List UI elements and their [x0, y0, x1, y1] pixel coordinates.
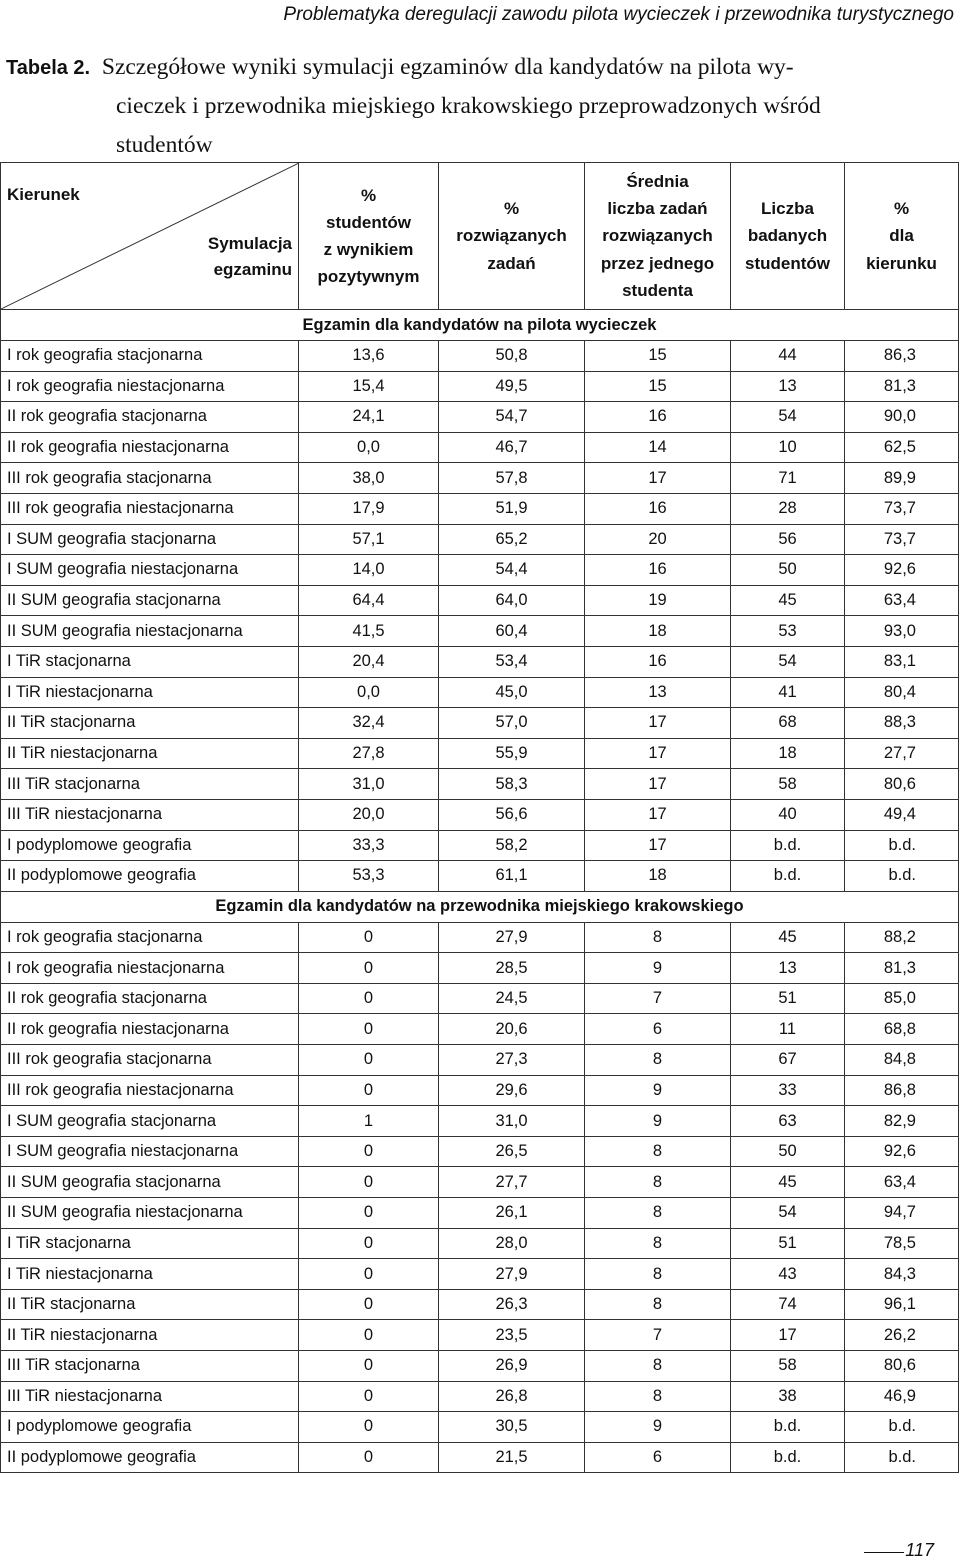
- cell-avg-tasks: 8: [585, 1259, 731, 1290]
- cell-pct-of-major: 63,4: [845, 1167, 959, 1198]
- cell-solved-pct: 53,4: [439, 646, 585, 677]
- cell-student-count: 71: [731, 463, 845, 494]
- table-row: [1, 1198, 959, 1229]
- cell-pass-rate: 0: [299, 922, 439, 953]
- cell-avg-tasks: 19: [585, 585, 731, 616]
- cell-avg-tasks: 17: [585, 769, 731, 800]
- cell-field-name: II TiR niestacjonarna: [1, 1320, 299, 1351]
- cell-avg-tasks: 9: [585, 1412, 731, 1443]
- table-row: [1, 953, 959, 984]
- cell-student-count: b.d.: [731, 1412, 845, 1443]
- table-row: [1, 1320, 959, 1351]
- cell-student-count: 18: [731, 738, 845, 769]
- table-row: [1, 1228, 959, 1259]
- table-row: [1, 646, 959, 677]
- table-header-row: [1, 163, 959, 310]
- cell-pct-of-major: 96,1: [845, 1289, 959, 1320]
- cell-student-count: 50: [731, 1136, 845, 1167]
- cell-pct-of-major: 92,6: [845, 555, 959, 586]
- caption-line-3: studentów: [116, 131, 213, 158]
- cell-pct-of-major: 68,8: [845, 1014, 959, 1045]
- table-caption: [6, 48, 956, 164]
- results-table: [0, 162, 959, 1473]
- cell-solved-pct: 45,0: [439, 677, 585, 708]
- cell-student-count: 33: [731, 1075, 845, 1106]
- header-col-avg-tasks: Średnia liczba zadań rozwiązanych przez jednego studenta: [585, 163, 731, 310]
- cell-pct-of-major: 88,2: [845, 922, 959, 953]
- cell-pass-rate: 0: [299, 1167, 439, 1198]
- table-row: [1, 341, 959, 372]
- cell-student-count: 13: [731, 371, 845, 402]
- cell-pct-of-major: 27,7: [845, 738, 959, 769]
- cell-field-name: II TiR niestacjonarna: [1, 738, 299, 769]
- table-row: [1, 1106, 959, 1137]
- header-diagonal-cell: [1, 163, 299, 310]
- table-row: [1, 1167, 959, 1198]
- cell-avg-tasks: 17: [585, 799, 731, 830]
- section-header-row: [1, 891, 959, 922]
- cell-pass-rate: 53,3: [299, 861, 439, 892]
- cell-avg-tasks: 16: [585, 555, 731, 586]
- cell-student-count: 74: [731, 1289, 845, 1320]
- cell-pass-rate: 0: [299, 1228, 439, 1259]
- cell-field-name: II SUM geografia stacjonarna: [1, 585, 299, 616]
- cell-pass-rate: 33,3: [299, 830, 439, 861]
- cell-avg-tasks: 18: [585, 861, 731, 892]
- cell-pass-rate: 0: [299, 983, 439, 1014]
- table-row: [1, 371, 959, 402]
- cell-field-name: III TiR niestacjonarna: [1, 799, 299, 830]
- cell-pass-rate: 20,4: [299, 646, 439, 677]
- cell-avg-tasks: 16: [585, 402, 731, 433]
- cell-pass-rate: 0: [299, 953, 439, 984]
- cell-student-count: 38: [731, 1381, 845, 1412]
- cell-field-name: I rok geografia niestacjonarna: [1, 371, 299, 402]
- cell-avg-tasks: 17: [585, 738, 731, 769]
- table-row: [1, 1075, 959, 1106]
- cell-pass-rate: 0: [299, 1442, 439, 1473]
- cell-field-name: II SUM geografia niestacjonarna: [1, 616, 299, 647]
- cell-field-name: III TiR stacjonarna: [1, 1351, 299, 1382]
- cell-solved-pct: 26,5: [439, 1136, 585, 1167]
- section-header-row: [1, 310, 959, 341]
- cell-pass-rate: 24,1: [299, 402, 439, 433]
- cell-pass-rate: 0,0: [299, 677, 439, 708]
- cell-pct-of-major: 92,6: [845, 1136, 959, 1167]
- table-row: [1, 616, 959, 647]
- cell-pct-of-major: 82,9: [845, 1106, 959, 1137]
- cell-avg-tasks: 9: [585, 953, 731, 984]
- table-row: [1, 983, 959, 1014]
- cell-solved-pct: 46,7: [439, 432, 585, 463]
- cell-pass-rate: 27,8: [299, 738, 439, 769]
- cell-solved-pct: 55,9: [439, 738, 585, 769]
- cell-avg-tasks: 15: [585, 341, 731, 372]
- cell-field-name: III rok geografia stacjonarna: [1, 1045, 299, 1076]
- table-row: [1, 1136, 959, 1167]
- cell-pass-rate: 0: [299, 1289, 439, 1320]
- cell-student-count: 58: [731, 1351, 845, 1382]
- table-row: [1, 708, 959, 739]
- cell-field-name: II SUM geografia stacjonarna: [1, 1167, 299, 1198]
- table-row: [1, 799, 959, 830]
- cell-pct-of-major: 88,3: [845, 708, 959, 739]
- cell-avg-tasks: 15: [585, 371, 731, 402]
- cell-pass-rate: 0: [299, 1045, 439, 1076]
- caption-line-1: Szczegółowe wyniki symulacji egzaminów dla kandydatów na pilota wy-: [101, 54, 794, 80]
- cell-avg-tasks: 17: [585, 708, 731, 739]
- cell-pass-rate: 57,1: [299, 524, 439, 555]
- cell-pct-of-major: 94,7: [845, 1198, 959, 1229]
- table-row: [1, 677, 959, 708]
- cell-field-name: I TiR stacjonarna: [1, 1228, 299, 1259]
- cell-pass-rate: 14,0: [299, 555, 439, 586]
- cell-field-name: II podyplomowe geografia: [1, 861, 299, 892]
- cell-solved-pct: 21,5: [439, 1442, 585, 1473]
- cell-avg-tasks: 8: [585, 922, 731, 953]
- cell-avg-tasks: 8: [585, 1289, 731, 1320]
- cell-student-count: 43: [731, 1259, 845, 1290]
- cell-solved-pct: 31,0: [439, 1106, 585, 1137]
- cell-pass-rate: 41,5: [299, 616, 439, 647]
- cell-solved-pct: 64,0: [439, 585, 585, 616]
- cell-student-count: 11: [731, 1014, 845, 1045]
- cell-avg-tasks: 20: [585, 524, 731, 555]
- cell-pct-of-major: 63,4: [845, 585, 959, 616]
- cell-pass-rate: 0: [299, 1198, 439, 1229]
- table-row: [1, 524, 959, 555]
- cell-pass-rate: 17,9: [299, 493, 439, 524]
- cell-field-name: II rok geografia stacjonarna: [1, 402, 299, 433]
- cell-pass-rate: 0: [299, 1136, 439, 1167]
- table-row: [1, 738, 959, 769]
- table-row: [1, 769, 959, 800]
- cell-pass-rate: 0: [299, 1259, 439, 1290]
- cell-pct-of-major: 73,7: [845, 524, 959, 555]
- page-number: 117: [905, 1540, 934, 1560]
- cell-pct-of-major: 83,1: [845, 646, 959, 677]
- cell-student-count: 40: [731, 799, 845, 830]
- cell-field-name: I SUM geografia niestacjonarna: [1, 555, 299, 586]
- cell-field-name: I TiR niestacjonarna: [1, 677, 299, 708]
- cell-field-name: II rok geografia niestacjonarna: [1, 1014, 299, 1045]
- cell-pct-of-major: 90,0: [845, 402, 959, 433]
- table-row: [1, 861, 959, 892]
- cell-solved-pct: 28,5: [439, 953, 585, 984]
- cell-pct-of-major: b.d.: [845, 1442, 959, 1473]
- cell-avg-tasks: 8: [585, 1351, 731, 1382]
- cell-solved-pct: 24,5: [439, 983, 585, 1014]
- cell-field-name: I TiR niestacjonarna: [1, 1259, 299, 1290]
- cell-student-count: b.d.: [731, 830, 845, 861]
- cell-pct-of-major: 86,3: [845, 341, 959, 372]
- cell-solved-pct: 54,4: [439, 555, 585, 586]
- cell-field-name: I rok geografia stacjonarna: [1, 922, 299, 953]
- cell-pct-of-major: 85,0: [845, 983, 959, 1014]
- table-row: [1, 1014, 959, 1045]
- cell-student-count: 45: [731, 585, 845, 616]
- header-col-pct-of-major: % dla kierunku: [845, 163, 959, 310]
- cell-solved-pct: 26,1: [439, 1198, 585, 1229]
- cell-avg-tasks: 6: [585, 1014, 731, 1045]
- cell-solved-pct: 26,3: [439, 1289, 585, 1320]
- cell-solved-pct: 51,9: [439, 493, 585, 524]
- cell-pct-of-major: b.d.: [845, 830, 959, 861]
- cell-pass-rate: 0,0: [299, 432, 439, 463]
- cell-field-name: II TiR stacjonarna: [1, 708, 299, 739]
- cell-pct-of-major: 93,0: [845, 616, 959, 647]
- cell-solved-pct: 57,0: [439, 708, 585, 739]
- cell-avg-tasks: 13: [585, 677, 731, 708]
- cell-solved-pct: 27,7: [439, 1167, 585, 1198]
- cell-pass-rate: 0: [299, 1320, 439, 1351]
- cell-solved-pct: 28,0: [439, 1228, 585, 1259]
- running-head: Problematyka deregulacji zawodu pilota wycieczek i przewodnika turystycznego: [283, 4, 954, 25]
- cell-avg-tasks: 16: [585, 646, 731, 677]
- table-row: [1, 555, 959, 586]
- cell-field-name: III rok geografia niestacjonarna: [1, 493, 299, 524]
- cell-field-name: II SUM geografia niestacjonarna: [1, 1198, 299, 1229]
- cell-student-count: 63: [731, 1106, 845, 1137]
- cell-pass-rate: 20,0: [299, 799, 439, 830]
- cell-student-count: 53: [731, 616, 845, 647]
- table-row: [1, 1381, 959, 1412]
- cell-pass-rate: 0: [299, 1351, 439, 1382]
- cell-solved-pct: 54,7: [439, 402, 585, 433]
- cell-solved-pct: 27,9: [439, 1259, 585, 1290]
- cell-pass-rate: 38,0: [299, 463, 439, 494]
- cell-pct-of-major: 46,9: [845, 1381, 959, 1412]
- cell-solved-pct: 26,9: [439, 1351, 585, 1382]
- cell-solved-pct: 60,4: [439, 616, 585, 647]
- footer-rule: [864, 1552, 904, 1553]
- cell-field-name: II rok geografia stacjonarna: [1, 983, 299, 1014]
- cell-student-count: 28: [731, 493, 845, 524]
- cell-avg-tasks: 8: [585, 1381, 731, 1412]
- cell-pct-of-major: 80,4: [845, 677, 959, 708]
- cell-student-count: b.d.: [731, 861, 845, 892]
- header-kierunek: Kierunek: [7, 185, 80, 204]
- cell-field-name: II rok geografia niestacjonarna: [1, 432, 299, 463]
- cell-student-count: 50: [731, 555, 845, 586]
- table-row: [1, 402, 959, 433]
- cell-student-count: 54: [731, 646, 845, 677]
- cell-solved-pct: 58,3: [439, 769, 585, 800]
- cell-field-name: I SUM geografia niestacjonarna: [1, 1136, 299, 1167]
- cell-solved-pct: 57,8: [439, 463, 585, 494]
- cell-avg-tasks: 14: [585, 432, 731, 463]
- cell-field-name: I SUM geografia stacjonarna: [1, 1106, 299, 1137]
- cell-pass-rate: 0: [299, 1381, 439, 1412]
- cell-avg-tasks: 9: [585, 1075, 731, 1106]
- cell-pct-of-major: 78,5: [845, 1228, 959, 1259]
- cell-solved-pct: 20,6: [439, 1014, 585, 1045]
- cell-student-count: 58: [731, 769, 845, 800]
- cell-student-count: 45: [731, 1167, 845, 1198]
- cell-pct-of-major: 73,7: [845, 493, 959, 524]
- cell-pass-rate: 0: [299, 1014, 439, 1045]
- cell-pass-rate: 13,6: [299, 341, 439, 372]
- cell-solved-pct: 58,2: [439, 830, 585, 861]
- table-row: [1, 1351, 959, 1382]
- cell-pct-of-major: 81,3: [845, 371, 959, 402]
- table-row: [1, 1259, 959, 1290]
- cell-solved-pct: 29,6: [439, 1075, 585, 1106]
- cell-avg-tasks: 9: [585, 1106, 731, 1137]
- caption-line-2: cieczek i przewodnika miejskiego krakowskiego przeprowadzonych wśród: [116, 92, 821, 119]
- cell-field-name: I podyplomowe geografia: [1, 1412, 299, 1443]
- cell-student-count: b.d.: [731, 1442, 845, 1473]
- cell-solved-pct: 50,8: [439, 341, 585, 372]
- cell-pass-rate: 31,0: [299, 769, 439, 800]
- cell-pct-of-major: 80,6: [845, 1351, 959, 1382]
- cell-student-count: 17: [731, 1320, 845, 1351]
- cell-pct-of-major: b.d.: [845, 861, 959, 892]
- cell-avg-tasks: 8: [585, 1228, 731, 1259]
- table-row: [1, 1289, 959, 1320]
- cell-student-count: 10: [731, 432, 845, 463]
- cell-pass-rate: 1: [299, 1106, 439, 1137]
- caption-label: Tabela 2.: [6, 57, 91, 79]
- header-col-student-count: Liczba badanych studentów: [731, 163, 845, 310]
- cell-student-count: 54: [731, 402, 845, 433]
- cell-field-name: I rok geografia stacjonarna: [1, 341, 299, 372]
- cell-pct-of-major: 49,4: [845, 799, 959, 830]
- cell-field-name: II podyplomowe geografia: [1, 1442, 299, 1473]
- cell-avg-tasks: 8: [585, 1045, 731, 1076]
- cell-avg-tasks: 7: [585, 983, 731, 1014]
- cell-student-count: 56: [731, 524, 845, 555]
- cell-student-count: 54: [731, 1198, 845, 1229]
- cell-pass-rate: 32,4: [299, 708, 439, 739]
- cell-avg-tasks: 18: [585, 616, 731, 647]
- cell-solved-pct: 23,5: [439, 1320, 585, 1351]
- table-row: [1, 830, 959, 861]
- cell-pct-of-major: 86,8: [845, 1075, 959, 1106]
- cell-solved-pct: 61,1: [439, 861, 585, 892]
- cell-student-count: 68: [731, 708, 845, 739]
- cell-pct-of-major: 81,3: [845, 953, 959, 984]
- cell-field-name: I TiR stacjonarna: [1, 646, 299, 677]
- section-title: Egzamin dla kandydatów na przewodnika miejskiego krakowskiego: [1, 891, 959, 922]
- cell-pct-of-major: 26,2: [845, 1320, 959, 1351]
- header-col-solved-tasks: % rozwiązanych zadań: [439, 163, 585, 310]
- cell-pct-of-major: b.d.: [845, 1412, 959, 1443]
- table-row: [1, 1412, 959, 1443]
- cell-pass-rate: 15,4: [299, 371, 439, 402]
- cell-avg-tasks: 16: [585, 493, 731, 524]
- cell-field-name: II TiR stacjonarna: [1, 1289, 299, 1320]
- cell-avg-tasks: 6: [585, 1442, 731, 1473]
- cell-solved-pct: 56,6: [439, 799, 585, 830]
- cell-avg-tasks: 17: [585, 830, 731, 861]
- table-row: [1, 922, 959, 953]
- cell-field-name: III TiR stacjonarna: [1, 769, 299, 800]
- cell-avg-tasks: 8: [585, 1167, 731, 1198]
- cell-pass-rate: 0: [299, 1412, 439, 1443]
- header-symulacja: Symulacja egzaminu: [207, 234, 292, 280]
- table-row: [1, 1045, 959, 1076]
- table-row: [1, 585, 959, 616]
- cell-student-count: 51: [731, 1228, 845, 1259]
- cell-field-name: III rok geografia niestacjonarna: [1, 1075, 299, 1106]
- header-col-pass-rate: % studentów z wynikiem pozytywnym: [299, 163, 439, 310]
- cell-pct-of-major: 80,6: [845, 769, 959, 800]
- cell-avg-tasks: 8: [585, 1136, 731, 1167]
- cell-solved-pct: 49,5: [439, 371, 585, 402]
- cell-pct-of-major: 89,9: [845, 463, 959, 494]
- table-body: [1, 310, 959, 1473]
- table-row: [1, 1442, 959, 1473]
- cell-pct-of-major: 62,5: [845, 432, 959, 463]
- cell-field-name: I podyplomowe geografia: [1, 830, 299, 861]
- cell-solved-pct: 27,3: [439, 1045, 585, 1076]
- section-title: Egzamin dla kandydatów na pilota wycieczek: [1, 310, 959, 341]
- cell-solved-pct: 27,9: [439, 922, 585, 953]
- cell-field-name: III TiR niestacjonarna: [1, 1381, 299, 1412]
- cell-pass-rate: 64,4: [299, 585, 439, 616]
- cell-solved-pct: 26,8: [439, 1381, 585, 1412]
- cell-avg-tasks: 17: [585, 463, 731, 494]
- table-row: [1, 463, 959, 494]
- cell-field-name: I SUM geografia stacjonarna: [1, 524, 299, 555]
- cell-student-count: 67: [731, 1045, 845, 1076]
- cell-pct-of-major: 84,8: [845, 1045, 959, 1076]
- cell-avg-tasks: 7: [585, 1320, 731, 1351]
- cell-solved-pct: 30,5: [439, 1412, 585, 1443]
- cell-pass-rate: 0: [299, 1075, 439, 1106]
- cell-solved-pct: 65,2: [439, 524, 585, 555]
- cell-student-count: 41: [731, 677, 845, 708]
- table-row: [1, 493, 959, 524]
- cell-student-count: 13: [731, 953, 845, 984]
- cell-avg-tasks: 8: [585, 1198, 731, 1229]
- cell-student-count: 45: [731, 922, 845, 953]
- table-row: [1, 432, 959, 463]
- cell-student-count: 51: [731, 983, 845, 1014]
- cell-student-count: 44: [731, 341, 845, 372]
- cell-pct-of-major: 84,3: [845, 1259, 959, 1290]
- cell-field-name: I rok geografia niestacjonarna: [1, 953, 299, 984]
- cell-field-name: III rok geografia stacjonarna: [1, 463, 299, 494]
